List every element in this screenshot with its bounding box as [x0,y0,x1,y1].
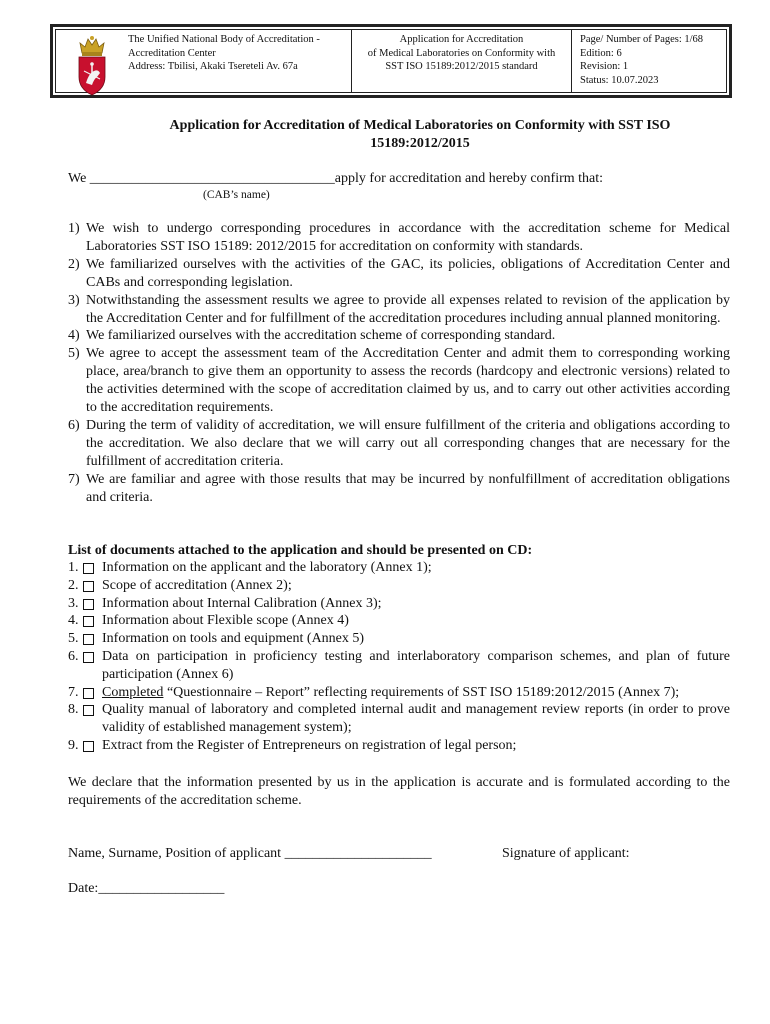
list-item [68,417,730,471]
revision: Revision: 1 [580,61,629,72]
checkbox[interactable] [83,688,94,699]
checklist-item [68,684,730,702]
header-doc-cell [352,30,572,92]
item-number: 3. [68,595,79,611]
checkbox[interactable] [83,652,94,663]
item-text: Information on the applicant and the laboratory (Annex 1); [102,560,432,575]
georgia-coat-of-arms-icon [74,33,110,99]
list-item [68,327,730,345]
item-number: 7) [68,471,80,487]
item-number: 6) [68,417,80,433]
item-text: Quality manual of laboratory and completed internal audit and management review reports (in order to prove validity of established management system); [102,702,730,736]
documents-heading: List of documents attached to the application and should be presented on CD: [68,543,533,558]
checkbox[interactable] [83,599,94,610]
list-item [68,220,730,256]
item-number: 5) [68,346,80,362]
item-number: 2. [68,577,79,593]
checklist-item [68,737,730,755]
item-number: 7. [68,684,79,700]
item-number: 4) [68,328,80,344]
checklist-item [68,612,730,630]
header-table [55,29,727,93]
list-item [68,256,730,292]
document-header [50,24,732,98]
title-line-1: Application for Accreditation of Medical Laboratories on Conformity with SST ISO [169,118,671,133]
list-item [68,471,730,507]
item-text: Notwithstanding the assessment results we agree to provide all expenses related to revision of the application by the Accreditation Center and for fulfillment of the accreditation procedures including annual planned monitoring. [86,292,730,326]
cab-name-caption: (CAB’s name) [203,189,270,201]
item-text: We agree to accept the assessment team of the Accreditation Center and admit them to corresponding working place, area/branch to give them an opportunity to assess the records (hardcopy and electronic versions) related to the activities determined with the scope of accreditation claimed by us, and to carry out other activities according to the accreditation requirements. [86,346,730,416]
item-number: 4. [68,613,79,629]
checklist-item [68,577,730,595]
item-text: Scope of accreditation (Annex 2); [102,577,292,593]
item-text: “Questionnaire – Report” reflecting requirements of SST ISO 15189:2012/2015 (Annex 7); [163,684,680,700]
applicant-name-field[interactable]: Name, Surname, Position of applicant _____________________ [68,846,432,861]
status-date: Status: 10.07.2023 [580,74,659,86]
checkbox[interactable] [83,705,94,716]
edition: Edition: 6 [580,47,622,59]
item-text: Data on participation in proficiency testing and interlaboratory comparison schemes, and plan of future participation (Annex 6) [102,648,730,682]
page-count: Page/ Number of Pages: 1/68 [580,34,704,45]
item-number: 9. [68,737,79,753]
org-name-line-2: Accreditation Center [128,47,216,59]
org-name-line-1: The Unified National Body of Accreditation - [128,34,320,45]
checkbox[interactable] [83,616,94,627]
item-text: We familiarized ourselves with the activities of the GAC, its policies, obligations of Accreditation Center and CABs and corresponding legislation. [86,256,730,290]
cab-name-line: We ___________________________________apply for accreditation and hereby confirm that: [68,171,604,186]
item-text: Information about Internal Calibration (Annex 3); [102,595,382,611]
item-number: 1. [68,560,79,575]
page-title [68,117,770,153]
item-text: We are familiar and agree with those results that may be incurred by nonfulfillment of accreditation obligations and criteria. [86,471,730,505]
item-number: 8. [68,702,79,718]
header-org-cell [56,30,352,92]
checklist-item [68,701,730,737]
checkbox[interactable] [83,581,94,592]
confirmation-list [68,220,730,507]
org-address: Address: Tbilisi, Akaki Tsereteli Av. 67a [128,61,298,72]
item-number: 3) [68,292,80,308]
title-line-2: 15189:2012/2015 [370,136,470,151]
checklist-item [68,648,730,684]
item-number: 5. [68,631,79,647]
checkbox[interactable] [83,634,94,645]
list-item [68,292,730,328]
documents-checklist [68,559,730,755]
doc-title-line-2: of Medical Laboratories on Conformity with [367,47,556,59]
checklist-item [68,595,730,613]
item-text: We familiarized ourselves with the accreditation scheme of corresponding standard. [86,328,556,344]
doc-title-line-1: Application for Accreditation [399,34,524,45]
checkbox[interactable] [83,741,94,752]
item-number: 2) [68,256,80,272]
completed-underline: Completed [102,684,164,700]
item-text: During the term of validity of accreditation, we will ensure fulfillment of the criteria and obligations according to the accreditation. We also declare that we will carry out all corresponding changes that are necessary for the fulfillment of accreditation criteria. [86,417,730,469]
checkbox[interactable] [83,563,94,574]
doc-title-line-3: SST ISO 15189:2012/2015 standard [385,61,538,72]
checklist-item [68,630,730,648]
item-number: 6. [68,648,79,664]
declaration-text: We declare that the information presented by us in the application is accurate and is formulated according to the requirements of the accreditation scheme. [68,775,730,808]
signature-label: Signature of applicant: [502,846,630,861]
list-item [68,345,730,417]
item-number: 1) [68,221,80,236]
item-text: We wish to undergo corresponding procedures in accordance with the accreditation scheme for Medical Laboratories SST ISO 15189: 2012/2015 for accreditation on conformity with standards. [86,221,730,254]
org-info [128,33,320,92]
item-text: Extract from the Register of Entrepreneurs on registration of legal person; [102,737,517,753]
item-text: Information on tools and equipment (Annex 5) [102,631,365,647]
checklist-item [68,559,730,577]
date-field[interactable]: Date:__________________ [68,881,225,896]
item-text: Information about Flexible scope (Annex 4) [102,613,349,629]
header-meta-cell [572,30,726,92]
